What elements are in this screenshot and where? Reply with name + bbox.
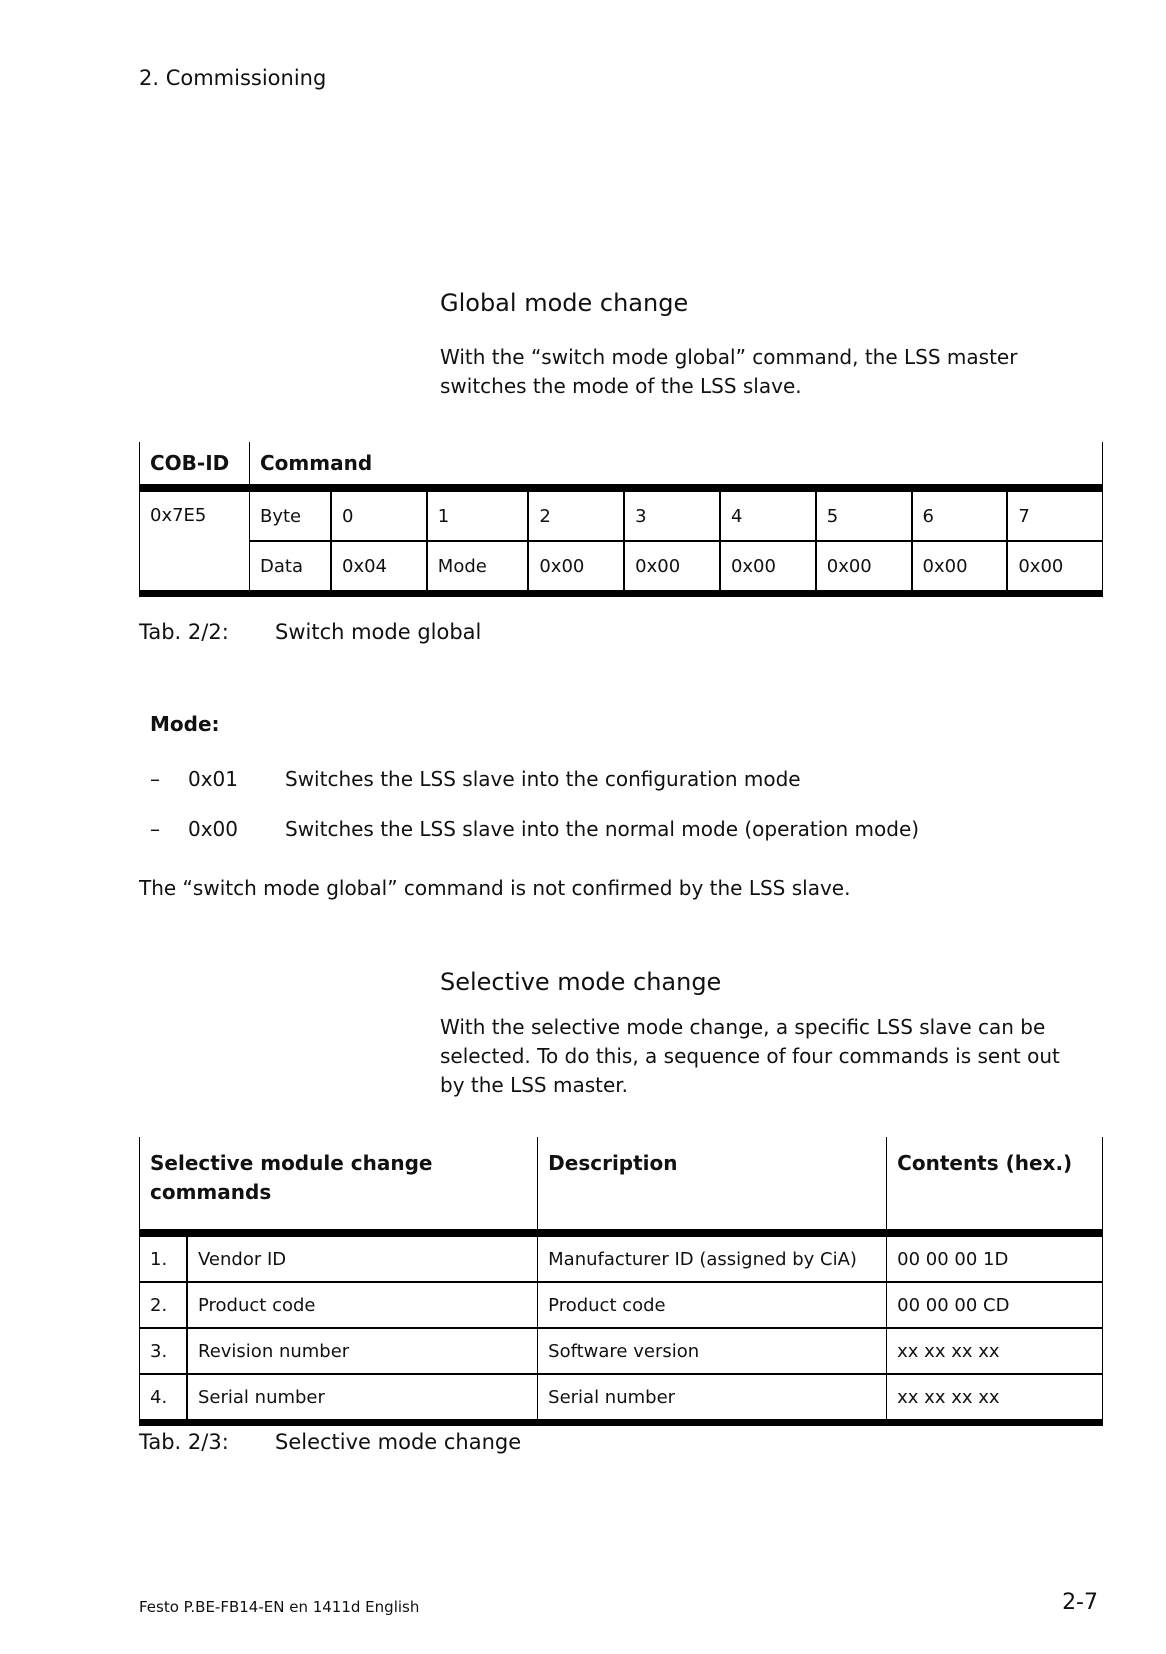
data-label: Data	[250, 541, 332, 594]
row-description: Serial number	[538, 1374, 887, 1423]
row-description: Manufacturer ID (assigned by CiA)	[538, 1233, 887, 1282]
row-command: Serial number	[187, 1374, 538, 1423]
mode-value: 0x01	[188, 767, 239, 791]
row-number: 4.	[140, 1374, 188, 1423]
byte-cell: 1	[427, 488, 529, 541]
table1-caption-label: Tab. 2/2:	[139, 620, 229, 644]
row-command: Revision number	[187, 1328, 538, 1374]
row-description: Product code	[538, 1282, 887, 1328]
mode-value: 0x00	[188, 817, 239, 841]
col-header-command: Command	[250, 442, 1103, 488]
row-contents: xx xx xx xx	[887, 1374, 1103, 1423]
byte-cell: 0	[331, 488, 427, 541]
table2-caption-text: Selective mode change	[275, 1430, 522, 1454]
col-header-description: Description	[538, 1137, 887, 1233]
row-command: Vendor ID	[187, 1233, 538, 1282]
data-cell: 0x00	[624, 541, 720, 594]
data-cell: 0x00	[528, 541, 624, 594]
selective-mode-change-table	[139, 1137, 1103, 1426]
byte-cell: 5	[816, 488, 912, 541]
global-mode-change-body: With the “switch mode global” command, the LSS master switches the mode of the LSS slave.	[440, 345, 1018, 398]
byte-label: Byte	[250, 488, 332, 541]
mode-description: Switches the LSS slave into the configuration mode	[285, 767, 801, 791]
global-mode-change-heading: Global mode change	[440, 289, 689, 317]
row-number: 1.	[140, 1233, 188, 1282]
table2-caption	[139, 1430, 521, 1454]
col-header-contents: Contents (hex.)	[887, 1137, 1103, 1233]
selective-mode-change-body: With the selective mode change, a specific LSS slave can be selected. To do this, a sequence of four commands is sent out by the LSS master.	[440, 1015, 1060, 1097]
table-row	[140, 1328, 1103, 1374]
footer-document-id: Festo P.BE-FB14-EN en 1411d English	[139, 1598, 420, 1616]
data-cell: 0x00	[720, 541, 816, 594]
data-cell: 0x00	[1007, 541, 1102, 594]
col-header-cob-id: COB-ID	[140, 442, 250, 488]
byte-cell: 3	[624, 488, 720, 541]
row-contents: 00 00 00 1D	[887, 1233, 1103, 1282]
table1-caption	[139, 620, 481, 644]
row-number: 2.	[140, 1282, 188, 1328]
table1-caption-text: Switch mode global	[275, 620, 482, 644]
chapter-heading: 2. Commissioning	[139, 66, 327, 90]
row-description: Software version	[538, 1328, 887, 1374]
dash-bullet: –	[150, 767, 160, 791]
dash-bullet: –	[150, 817, 160, 841]
mode-note: The “switch mode global” command is not confirmed by the LSS slave.	[139, 876, 851, 900]
mode-title: Mode:	[150, 712, 220, 736]
byte-row	[140, 488, 1103, 541]
switch-mode-global-table	[139, 442, 1103, 597]
data-cell: 0x00	[912, 541, 1008, 594]
byte-cell: 2	[528, 488, 624, 541]
byte-cell: 4	[720, 488, 816, 541]
cob-id-value: 0x7E5	[140, 488, 250, 594]
data-cell: 0x00	[816, 541, 912, 594]
table-row	[140, 1282, 1103, 1328]
row-contents: 00 00 00 CD	[887, 1282, 1103, 1328]
selective-mode-change-heading: Selective mode change	[440, 968, 722, 996]
col-header-commands: Selective module change commands	[140, 1137, 538, 1233]
table-row	[140, 1374, 1103, 1423]
row-contents: xx xx xx xx	[887, 1328, 1103, 1374]
byte-cell: 6	[912, 488, 1008, 541]
data-cell: Mode	[427, 541, 529, 594]
table2-caption-label: Tab. 2/3:	[139, 1430, 229, 1454]
byte-cell: 7	[1007, 488, 1102, 541]
data-cell: 0x04	[331, 541, 427, 594]
row-number: 3.	[140, 1328, 188, 1374]
data-row	[140, 541, 1103, 594]
table-row	[140, 1233, 1103, 1282]
page-number: 2-7	[1062, 1590, 1098, 1615]
mode-description: Switches the LSS slave into the normal mode (operation mode)	[285, 817, 920, 841]
row-command: Product code	[187, 1282, 538, 1328]
